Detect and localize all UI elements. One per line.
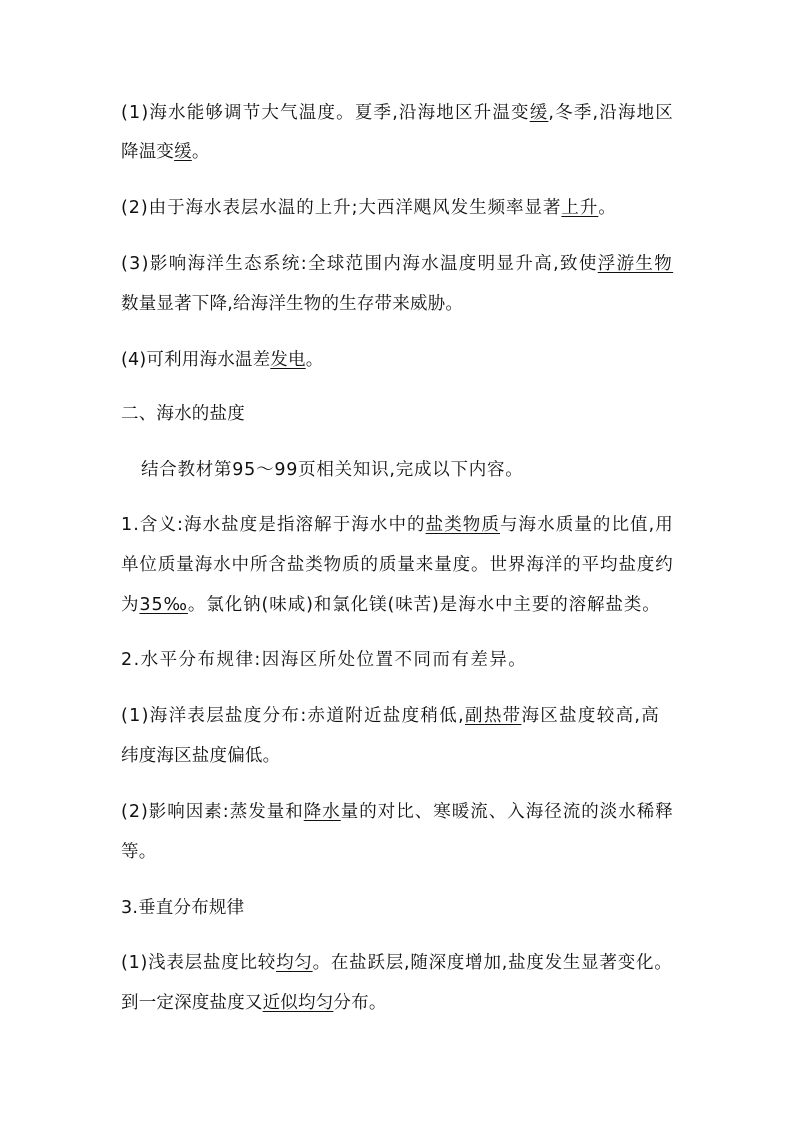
text-run: (4)可利用海水温差 — [121, 350, 271, 370]
text-line — [121, 140, 210, 164]
text-run: 数量显著下降,给海洋生物的生存带来威胁。 — [121, 294, 464, 314]
text-run: 2.水平分布规律:因海区所处位置不同而有差异。 — [121, 650, 528, 670]
text-line — [121, 991, 387, 1015]
text-run: 为 — [121, 595, 140, 615]
text-run: 。在盐跃层,随深度增加,盐度发生显著变化。 — [312, 953, 673, 973]
text-line — [121, 593, 661, 617]
text-run: 。 — [598, 198, 617, 218]
text-run: (3)影响海洋生态系统:全球范围内海水温度明显升高,致使 — [121, 254, 598, 274]
text-run: 等。 — [121, 842, 157, 862]
text-run: 分布。 — [333, 993, 387, 1013]
text-line — [121, 101, 674, 125]
text-line — [121, 951, 673, 975]
text-line — [121, 292, 463, 316]
answer-underlined: 发电 — [270, 350, 306, 370]
text-run: 降温变 — [121, 142, 175, 162]
answer-underlined: 缓 — [529, 103, 549, 123]
text-run: 纬度海区盐度偏低。 — [121, 746, 281, 766]
answer-underlined: 降水 — [303, 802, 341, 822]
answer-underlined: 均匀 — [276, 953, 313, 973]
text-run: 量的对比、寒暖流、入海径流的淡水稀释 — [340, 802, 674, 822]
text-line — [121, 704, 660, 728]
text-line — [121, 348, 323, 372]
text-line — [121, 744, 280, 768]
text-line — [121, 553, 674, 577]
text-run: 3.垂直分布规律 — [121, 898, 245, 918]
text-run: (2)由于海水表层水温的上升;大西洋飓风发生频率显著 — [121, 198, 562, 218]
answer-underlined: 近似均匀 — [262, 993, 334, 1013]
text-run: 到一定深度盐度又 — [121, 993, 263, 1013]
text-line — [121, 402, 245, 426]
text-run: (1)浅表层盐度比较 — [121, 953, 277, 973]
answer-underlined: 盐类物质 — [425, 515, 500, 535]
text-run: (1)海水能够调节大气温度。夏季,沿海地区升温变 — [121, 103, 530, 123]
text-line — [121, 840, 156, 864]
text-run: 二、海水的盐度 — [121, 404, 245, 424]
text-run: 。 — [305, 350, 324, 370]
answer-underlined: 35‰ — [139, 595, 188, 615]
text-line — [121, 648, 527, 672]
text-run: 1.含义:海水盐度是指溶解于海水中的 — [121, 515, 426, 535]
text-line — [141, 458, 524, 482]
text-run: 海区盐度较高,高 — [521, 706, 661, 726]
text-line — [121, 896, 244, 920]
answer-underlined: 缓 — [174, 142, 192, 162]
answer-underlined: 上升 — [561, 198, 599, 218]
text-run: ,冬季,沿海地区 — [548, 103, 674, 123]
text-run: (2)影响因素:蒸发量和 — [121, 802, 304, 822]
text-run: 与海水质量的比值,用 — [499, 515, 674, 535]
text-line — [121, 800, 674, 824]
answer-underlined: 副热带 — [465, 706, 522, 726]
answer-underlined: 浮游生物 — [597, 254, 674, 274]
text-run: 。氯化钠(味咸)和氯化镁(味苦)是海水中主要的溶解盐类。 — [187, 595, 661, 615]
text-run: 。 — [191, 142, 210, 162]
text-run: 单位质量海水中所含盐类物质的质量来量度。世界海洋的平均盐度约 — [121, 555, 674, 575]
text-run: 结合教材第95～99页相关知识,完成以下内容。 — [141, 460, 524, 480]
text-line — [121, 252, 673, 276]
text-line — [121, 513, 674, 537]
text-run: (1)海洋表层盐度分布:赤道附近盐度稍低, — [121, 706, 465, 726]
text-line — [121, 196, 617, 220]
